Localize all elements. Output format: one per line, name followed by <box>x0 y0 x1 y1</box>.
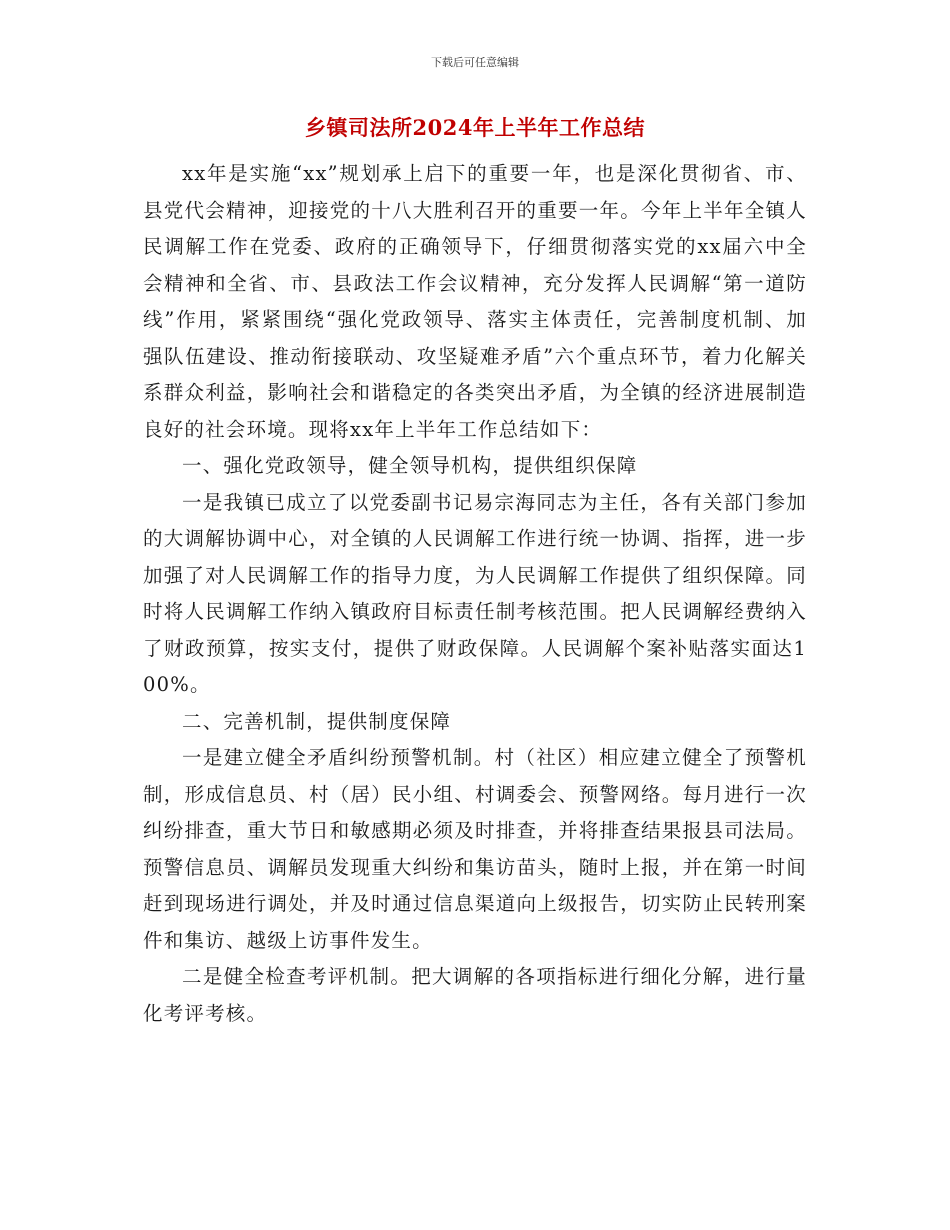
document-title: 乡镇司法所2024年上半年工作总结 <box>305 115 645 140</box>
header-note: 下载后可任意编辑 <box>431 56 519 69</box>
paragraph-evaluation-mechanism: 二是健全检查考评机制。把大调解的各项指标进行细化分解，进行量化考评考核。 <box>143 965 807 1025</box>
paragraph-intro: xx年是实施“xx”规划承上启下的重要一年，也是深化贯彻省、市、县党代会精神，迎接党的十八大胜利召开的重要一年。今年上半年全镇人民调解工作在党委、政府的正确领导下，仔细贯彻落实党的xx届六中全会精神和全省、市、县政法工作会议精神，充分发挥人民调解“第一道防线”作用，紧紧围绕“强化党政领导、落实主体责任，完善制度机制、加强队伍建设、推动衔接联动、攻坚疑难矛盾”六个重点环节，着力化解关系群众利益，影响社会和谐稳定的各类突出矛盾，为全镇的经济进展制造良好的社会环境。现将xx年上半年工作总结如下： <box>143 162 807 441</box>
document-body <box>143 156 807 1032</box>
paragraph-warning-mechanism: 一是建立健全矛盾纠纷预警机制。村（社区）相应建立健全了预警机制，形成信息员、村（居）民小组、村调委会、预警网络。每月进行一次纠纷排查，重大节日和敏感期必须及时排查，并将排查结果报县司法局。预警信息员、调解员发现重大纠纷和集访苗头，随时上报，并在第一时间赶到现场进行调处，并及时通过信息渠道向上级报告，切实防止民转刑案件和集访、越级上访事件发生。 <box>143 746 807 952</box>
section-heading-1: 一、强化党政领导，健全领导机构，提供组织保障 <box>182 454 638 477</box>
section-heading-2: 二、完善机制，提供制度保障 <box>182 709 452 733</box>
paragraph-organization: 一是我镇已成立了以党委副书记易宗海同志为主任，各有关部门参加的大调解协调中心，对全镇的人民调解工作进行统一协调、指挥，进一步加强了对人民调解工作的指导力度，为人民调解工作提供了组织保障。同时将人民调解工作纳入镇政府目标责任制考核范围。把人民调解经费纳入了财政预算，按实支付，提供了财政保障。人民调解个案补贴落实面达100%。 <box>143 490 807 696</box>
